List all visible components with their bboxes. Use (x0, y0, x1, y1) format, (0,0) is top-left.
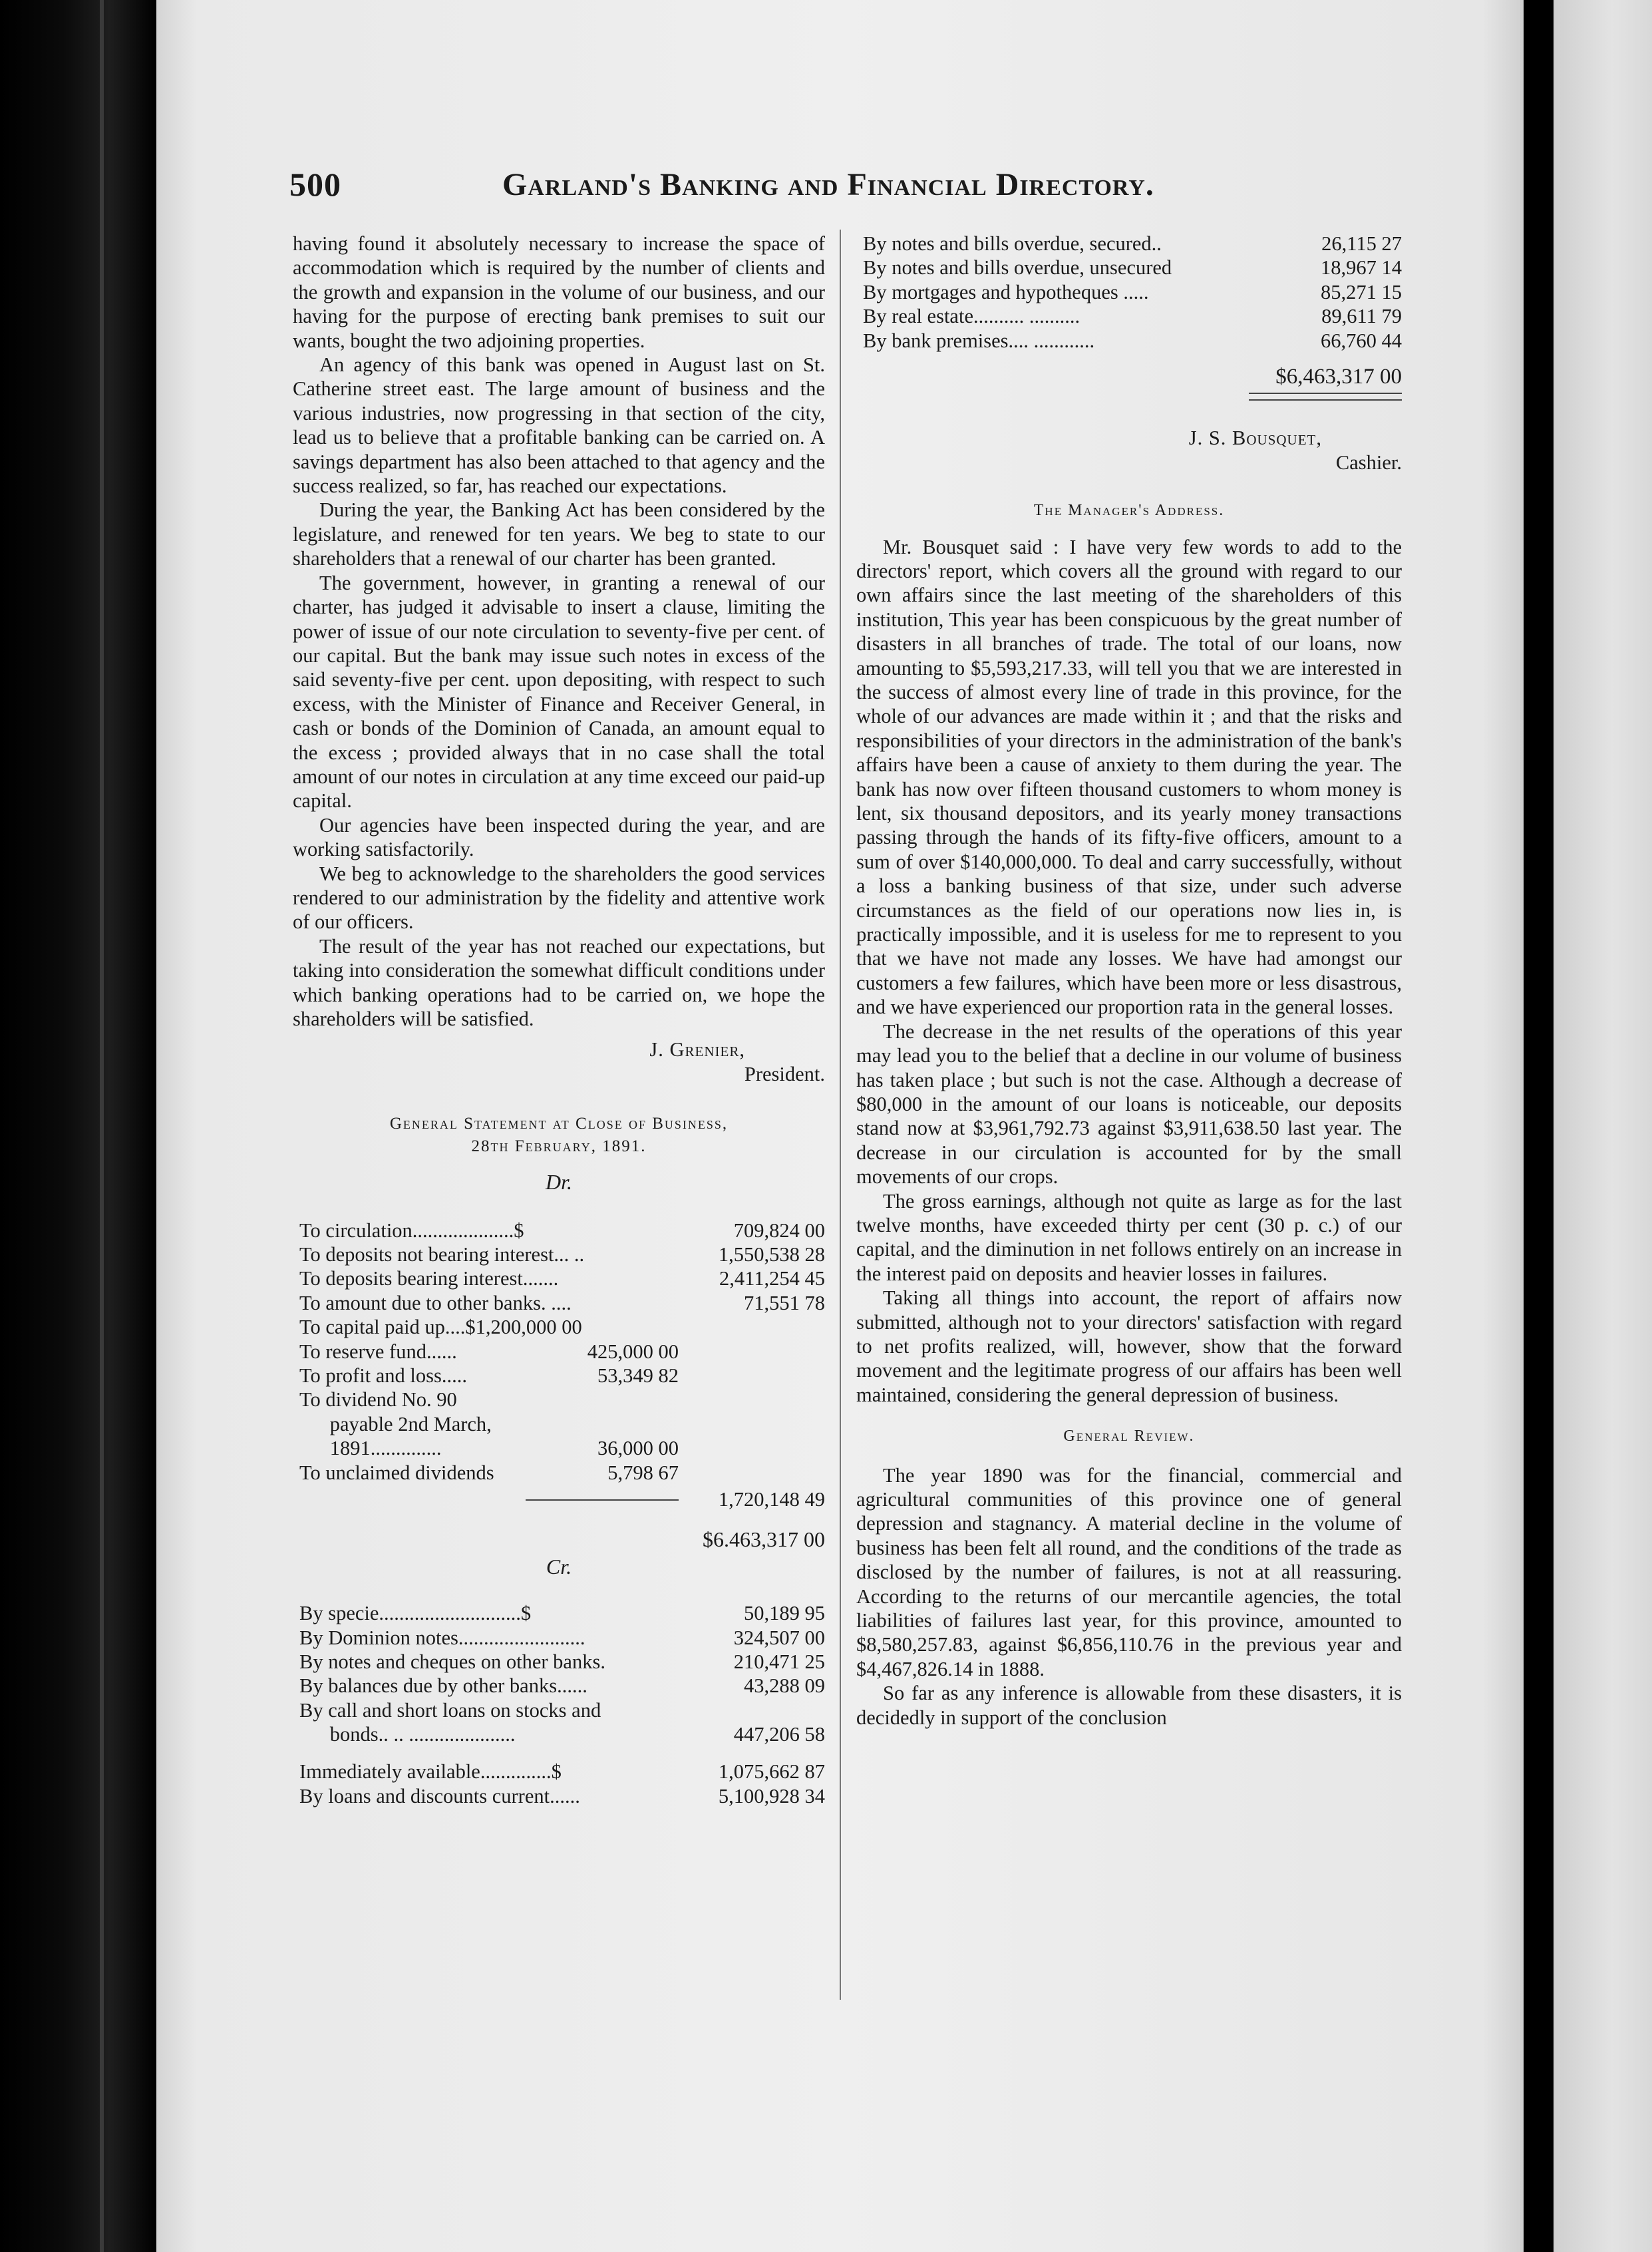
ledger-label: bonds.. .. ..................... (299, 1723, 516, 1746)
signature-title: President. (744, 1062, 825, 1085)
dr-subtotal: 1,720,148 49 (718, 1487, 825, 1511)
ledger-subamount: 425,000 00 (587, 1340, 679, 1363)
ledger-label: To unclaimed dividends (299, 1461, 494, 1484)
ledger-label: To reserve fund...... (299, 1340, 457, 1363)
cr-ledger-continued (856, 232, 1402, 353)
binding-edge-line (100, 0, 104, 2252)
paragraph: We beg to acknowledge to the shareholders the good services rendered to our administration by the fidelity and attentive work of our officers. (293, 862, 825, 934)
paragraph: The result of the year has not reached our expectations, but taking into consideration the somewhat difficult conditions under which banking operations had to be carried on, we hope the shareholders will be satisfied. (293, 934, 825, 1030)
section-heading-general-review: General Review. (1063, 1427, 1195, 1445)
paragraph: The government, however, in granting a renewal of our charter, has judged it advisable to insert a clause, limiting the power of issue of our note circulation to seventy-five per cent. of our capital. But the bank may issue such notes in excess of the said seventy-five per cent. upon depositing, with respect to such excess, with the Minister of Finance and Receiver General, in cash or bonds of the Dominion of Canada, an amount equal to the excess ; provided always that in no case shall the total amount of our notes in circulation at any time exceed our paid-up capital. (293, 571, 825, 813)
paragraph: Taking all things into account, the report of affairs now submitted, although not to your directors' satisfaction with regard to net profits realized, will, however, show that the forward movement and the legitimate progress of our affairs has been well maintained, considering the general depression of business. (856, 1286, 1402, 1406)
ledger-amount: 89,611 79 (1321, 305, 1402, 328)
ledger-amount: 43,288 09 (744, 1674, 825, 1698)
page-gutter (1524, 0, 1554, 2252)
ledger-label: Immediately available..............$ (299, 1760, 562, 1783)
ledger-row (293, 1436, 825, 1460)
ledger-amount: 210,471 25 (733, 1650, 825, 1673)
ledger-row (293, 1291, 825, 1315)
dr-total: $6.463,317 00 (703, 1527, 825, 1552)
immediately-available-row (293, 1760, 825, 1783)
paragraph: An agency of this bank was opened in August last on St. Catherine street east. The large amount of business and the various industries, now progressing in that section of the city, lead us to believe that a profitable banking can be carried on. A savings department has also been attached to that agency and the success realized, so far, has reached our expectations. (293, 353, 825, 498)
cr-total: $6,463,317 00 (1275, 364, 1402, 389)
cr-ledger (293, 1601, 825, 1746)
ledger-label: By Dominion notes......................... (299, 1626, 585, 1649)
page-number: 500 (289, 166, 341, 203)
ledger-row (293, 1315, 825, 1339)
book-binding (0, 0, 156, 2252)
ledger-label: By balances due by other banks...... (299, 1674, 587, 1698)
ledger-amount: 2,411,254 45 (719, 1267, 825, 1290)
dr-total-row (293, 1527, 825, 1551)
statement-heading-line-1: General Statement at Close of Business, (389, 1115, 729, 1133)
paragraph: The gross earnings, although not quite as large as for the last twelve months, have exceeded thirty per cent (30 p. c.) of our capital, and the diminution in net follows entirely on an increase in the interest paid on deposits and heavier losses in failures. (856, 1189, 1402, 1285)
loans-row (293, 1784, 825, 1808)
ledger-label: By notes and cheques on other banks. (299, 1650, 605, 1673)
ledger-label: By real estate.......... .......... (863, 305, 1080, 328)
ledger-row (856, 256, 1402, 280)
ledger-amount: 1,550,538 28 (718, 1243, 825, 1266)
dr-label: Dr. (545, 1170, 572, 1195)
ledger-row (293, 1461, 825, 1485)
signature-title: Cashier. (1335, 451, 1402, 474)
page-header (289, 165, 1367, 205)
paragraph: having found it absolutely necessary to increase the space of accommodation which is required by the number of clients and the growth and expansion in the volume of our business, and our having for the purpose of erecting bank premises to suit our wants, bought the two adjoining properties. (293, 232, 825, 352)
signature-name: J. S. Bousquet, (1188, 427, 1322, 450)
ledger-row (293, 1626, 825, 1650)
paragraph: The year 1890 was for the financial, commercial and agricultural communities of this province one of general depression and stagnancy. A material decline in the volume of business has been felt all round, and the conditions of the trade as disclosed by the number of failures, is not at all reassuring. According to the returns of our mercantile agencies, the total liabilities of failures last year, for this province, amounted to $8,580,257.83, against $6,856,110.76 in the previous year and $4,467,826.14 in 1888. (856, 1463, 1402, 1680)
paragraph: So far as any inference is allowable from these disasters, it is decidedly in support of the conclusion (856, 1682, 1402, 1729)
ledger-label: 1891.............. (299, 1437, 442, 1460)
ledger-row (293, 1650, 825, 1674)
paragraph: The decrease in the net results of the operations of this year may lead you to the belief that a decline in our volume of business has taken place ; but such is not the case. Although a decrease of $80,000 in the amount of our loans is noticeable, our deposits stand now at $3,961,792.73 against $3,911,638.50 last year. The decrease in our circulation is accounted for by the small movements of our crops. (856, 1020, 1402, 1189)
ledger-row (293, 1340, 825, 1364)
ledger-row (293, 1364, 825, 1388)
ledger-subamount: 36,000 00 (597, 1437, 679, 1460)
paragraph: Mr. Bousquet said : I have very few words to add to the directors' report, which covers all the ground with regard to our own affairs since the last meeting of the shareholders of this institution, This year has been conspicuous by the great number of disasters in all branches of trade. The total of our loans, now amounting to $5,593,217.33, will tell you that we are interested in the success of almost every line of trade in this province, for the whole of our advances are made within it ; and that the risks and responsibilities of your directors in the administration of the bank's affairs have been a cause of anxiety to them during the year. The bank has now over fifteen thousand customers to whom money is lent, six thousand depositors, and its yearly money transactions passing through the hands of its fifty-five officers, amount to a sum of over $140,000,000. To deal and carry successfully, without a loss a banking business of that size, under such adverse circumstances as the field of our operations now lies in, is practically impossible, and it is useless for me to represent to you that we have not made any losses. We have had amongst our customers a few failures, which have been more or less disastrous, and we have experienced our proportion rata in the general losses. (856, 535, 1402, 1019)
ledger-row (293, 1722, 825, 1746)
total-double-rule (1249, 393, 1402, 401)
statement-heading (293, 1113, 825, 1158)
ledger-label: To deposits not bearing interest... .. (299, 1243, 585, 1266)
ledger-label: By notes and bills overdue, unsecured (863, 256, 1172, 280)
ledger-label: To amount due to other banks. .... (299, 1291, 572, 1314)
column-divider (840, 230, 841, 2000)
ledger-label: By loans and discounts current...... (299, 1784, 580, 1807)
subtotal-rule (526, 1499, 679, 1501)
right-column (856, 232, 1402, 1730)
ledger-row (856, 329, 1402, 353)
ledger-row (856, 304, 1402, 328)
ledger-row (293, 1601, 825, 1625)
ledger-row (856, 232, 1402, 256)
paragraph: Our agencies have been inspected during the year, and are working satisfactorily. (293, 813, 825, 861)
running-title: Garland's Banking and Financial Directory. (502, 167, 1154, 202)
left-column (293, 232, 825, 1808)
ledger-row (293, 1219, 825, 1242)
ledger-amount: 5,100,928 34 (718, 1784, 825, 1807)
ledger-amount: 324,507 00 (733, 1626, 825, 1649)
document-page (156, 0, 1524, 2252)
ledger-row (293, 1266, 825, 1290)
ledger-label: To deposits bearing interest....... (299, 1267, 559, 1290)
ledger-label: To capital paid up....$1,200,000 00 (299, 1316, 582, 1339)
ledger-label: To circulation....................$ (299, 1219, 524, 1242)
ledger-subamount: 5,798 67 (607, 1461, 679, 1484)
ledger-amount: 709,824 00 (733, 1219, 825, 1242)
facing-page-edge (1554, 0, 1652, 2252)
ledger-label: By mortgages and hypotheques ..... (863, 280, 1149, 303)
ledger-amount: 66,760 44 (1321, 329, 1402, 352)
ledger-label: To dividend No. 90 (299, 1388, 457, 1411)
ledger-row (293, 1674, 825, 1698)
ledger-row (293, 1388, 825, 1411)
ledger-amount: 447,206 58 (733, 1723, 825, 1746)
ledger-label: To profit and loss..... (299, 1364, 468, 1387)
ledger-label: payable 2nd March, (299, 1412, 492, 1435)
cashier-signature (856, 426, 1402, 474)
ledger-amount: 18,967 14 (1321, 256, 1402, 280)
section-heading-managers-address: The Manager's Address. (1033, 502, 1225, 520)
statement-heading-line-2: 28th February, 1891. (471, 1137, 647, 1156)
ledger-subamount: 53,349 82 (597, 1364, 679, 1387)
ledger-amount: 26,115 27 (1321, 232, 1402, 255)
signature-name: J. Grenier, (649, 1038, 745, 1061)
ledger-row (856, 280, 1402, 304)
ledger-label: By bank premises.... ............ (863, 329, 1095, 352)
ledger-label: By call and short loans on stocks and (299, 1698, 601, 1722)
dr-subtotal-row (293, 1487, 825, 1511)
ledger-row (293, 1242, 825, 1266)
ledger-label: By notes and bills overdue, secured.. (863, 232, 1162, 255)
cr-label: Cr. (546, 1554, 572, 1579)
ledger-row (293, 1698, 825, 1722)
ledger-amount: 1,075,662 87 (718, 1760, 825, 1783)
ledger-amount: 71,551 78 (744, 1291, 825, 1314)
dr-ledger (293, 1219, 825, 1485)
paragraph: During the year, the Banking Act has been considered by the legislature, and renewed for ten years. We beg to state to our shareholders that a renewal of our charter has been granted. (293, 498, 825, 570)
president-signature (293, 1037, 825, 1086)
ledger-amount: 85,271 15 (1321, 280, 1402, 303)
ledger-row (293, 1412, 825, 1436)
ledger-label: By specie............................$ (299, 1602, 532, 1625)
ledger-amount: 50,189 95 (744, 1602, 825, 1625)
